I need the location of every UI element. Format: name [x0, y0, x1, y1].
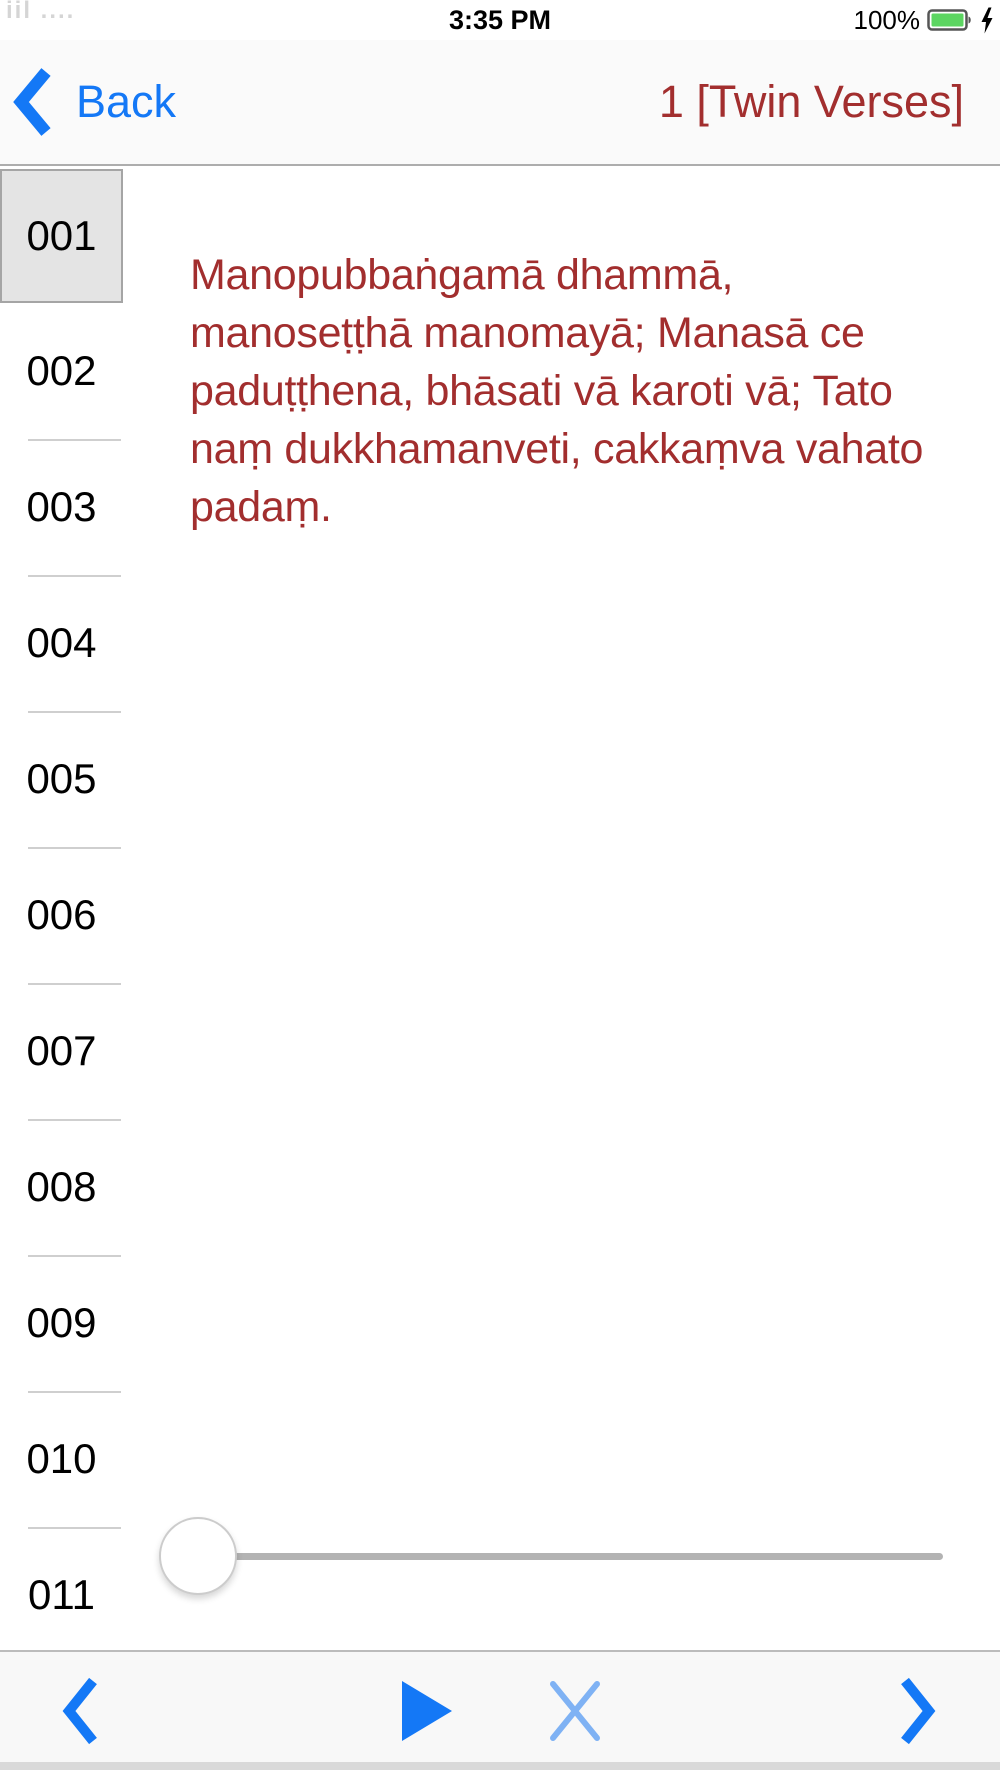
next-chapter-button[interactable]	[873, 1652, 963, 1770]
battery-percent: 100%	[853, 4, 920, 35]
bottom-toolbar	[0, 1650, 1000, 1770]
slider-track[interactable]	[199, 1553, 943, 1560]
verse-number-sidebar	[0, 166, 123, 1650]
verse-line: manoseṭṭhā manomayā; Manasā ce	[190, 309, 865, 357]
sidebar-item-006[interactable]: 006	[26, 891, 97, 938]
verse-line: naṃ dukkhamanveti, cakkaṃva vahato	[190, 425, 924, 473]
status-battery-group	[854, 0, 995, 40]
close-button[interactable]	[530, 1652, 620, 1770]
sidebar-item-009[interactable]: 009	[26, 1299, 97, 1346]
nav-bar	[0, 40, 1000, 166]
carrier-artifact: iil ....	[6, 0, 76, 24]
sidebar-item-004[interactable]: 004	[26, 619, 97, 666]
sidebar-item-002[interactable]: 002	[26, 347, 97, 394]
battery-icon	[927, 7, 973, 33]
back-button[interactable]	[14, 40, 176, 164]
back-chevron-icon	[14, 68, 50, 136]
previous-chapter-button[interactable]	[35, 1652, 125, 1770]
bottom-edge-strip	[0, 1762, 1000, 1770]
sidebar-item-005[interactable]: 005	[26, 755, 97, 802]
page-title: 1 [Twin Verses]	[658, 76, 964, 127]
sidebar-item-003[interactable]: 003	[26, 483, 97, 530]
chevron-left-icon	[62, 1677, 98, 1745]
charging-bolt-icon	[980, 7, 994, 34]
play-icon	[400, 1679, 454, 1743]
play-button[interactable]	[382, 1652, 472, 1770]
sidebar-item-010[interactable]: 010	[26, 1435, 97, 1482]
status-bar	[0, 0, 1000, 40]
sidebar-item-008[interactable]: 008	[26, 1163, 97, 1210]
sidebar-item-001[interactable]: 001	[0, 169, 123, 303]
status-time: 3:35 PM	[448, 4, 552, 35]
back-label: Back	[76, 76, 177, 127]
chevron-right-icon	[900, 1677, 936, 1745]
verse-text	[190, 246, 923, 536]
verse-line: paduṭṭhena, bhāsati vā karoti vā; Tato	[190, 367, 893, 415]
close-x-icon	[545, 1679, 605, 1743]
slider-thumb[interactable]	[159, 1517, 237, 1595]
sidebar-item-011[interactable]: 011	[28, 1571, 95, 1618]
verse-line: Manopubbaṅgamā dhammā,	[190, 251, 734, 299]
audio-progress-slider[interactable]	[150, 1505, 960, 1610]
verse-line: padaṃ.	[190, 483, 332, 531]
sidebar-item-007[interactable]: 007	[26, 1027, 97, 1074]
